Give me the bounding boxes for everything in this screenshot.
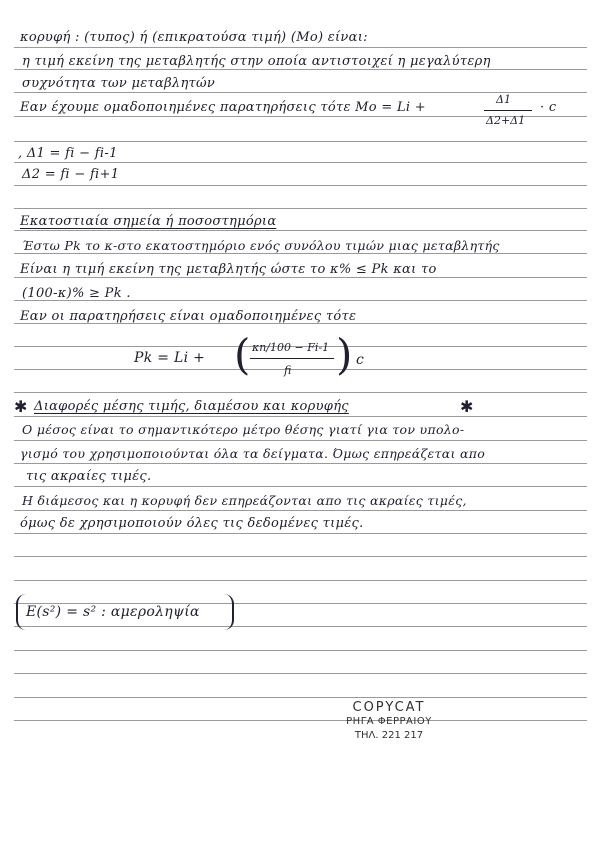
rule-line <box>14 47 587 48</box>
mode-definition-line: κορυφή : (τυπος) ή (επικρατούσα τιμή) (Mo) είναι: <box>20 30 368 45</box>
stamp-phone: ΤΗΛ. 221 217 <box>354 730 424 741</box>
fraction-bar <box>484 110 532 111</box>
differences-text-line: όμως δε χρησιμοποιούν όλες τις δεδομένες τιμές. <box>20 516 364 531</box>
rule-line <box>14 162 587 163</box>
percentile-formula-lhs: Pk = Li + <box>134 350 206 366</box>
differences-text-line: Ο μέσος είναι το σημαντικότερο μέτρο θέσης γιατί για τον υπολο- <box>22 422 465 437</box>
rule-line <box>14 208 587 209</box>
mode-fraction-denominator: Δ2+Δ1 <box>486 114 526 127</box>
percentile-text-line: Είναι η τιμή εκείνη της μεταβλητής ώστε το κ% ≤ Pk και το <box>20 262 437 277</box>
rule-line <box>14 230 587 231</box>
differences-heading: Διαφορές μέσης τιμής, διαμέσου και κορυφής <box>34 399 349 414</box>
rule-line <box>14 533 587 534</box>
rule-line <box>14 650 587 651</box>
rule-line <box>14 510 587 511</box>
rule-line <box>14 556 587 557</box>
rule-line <box>14 416 587 417</box>
fraction-bar <box>250 358 334 359</box>
rule-line <box>14 697 587 698</box>
differences-text-line: γισμό του χρησιμοποιούνται όλα τα δείγματα. Όμως επηρεάζεται απο <box>20 446 486 461</box>
rule-line <box>14 141 587 142</box>
delta1-definition: , Δ1 = fi − fi-1 <box>18 146 118 161</box>
rule-line <box>14 673 587 674</box>
stamp-name: COPYCAT <box>352 700 426 715</box>
rule-line <box>14 486 587 487</box>
rule-line <box>14 253 587 254</box>
percentile-grouped-line: Εαν οι παρατηρήσεις είναι ομαδοποιημένες τότε <box>20 309 357 324</box>
percentile-formula-c: c <box>356 352 365 368</box>
mode-text-line: η τιμή εκείνη της μεταβλητής στην οποία αντιστοιχεί η μεγαλύτερη <box>22 54 491 69</box>
rule-line <box>14 69 587 70</box>
rule-line <box>14 392 587 393</box>
unbiasedness-formula: E(s²) = s² : αμεροληψία <box>26 604 200 620</box>
mode-factor-c: · c <box>540 100 557 115</box>
star-mark: ✱ <box>460 397 474 416</box>
stamp-address: ΡΗΓΑ ΦΕΡΡΑΙΟΥ <box>346 716 432 727</box>
mode-text-line: συχνότητα των μεταβλητών <box>22 76 216 91</box>
rule-line <box>14 440 587 441</box>
rule-line <box>14 463 587 464</box>
rule-line <box>14 369 587 370</box>
percentiles-heading: Εκατοστιαία σημεία ή ποσοστημόρια <box>20 214 277 229</box>
delta2-definition: Δ2 = fi − fi+1 <box>22 167 120 182</box>
differences-text-line: Η διάμεσος και η κορυφή δεν επηρεάζονται απο τις ακραίες τιμές, <box>22 493 467 508</box>
rule-line <box>14 720 587 721</box>
percentile-text-line: Έστω Pk το κ-στο εκατοστημόριο ενός συνόλου τιμών μιας μεταβλητής <box>22 238 500 253</box>
mode-grouped-line: Εαν έχουμε ομαδοποιημένες παρατηρήσεις τότε Mo = Li + <box>20 100 426 115</box>
mode-fraction-numerator: Δ1 <box>496 93 511 106</box>
percentile-formula-denominator: fi <box>284 364 292 377</box>
formula-open-paren: ( <box>234 330 251 379</box>
percentile-formula-numerator: κn/100 − Fi-1 <box>252 341 330 354</box>
star-mark: ✱ <box>14 397 28 416</box>
rule-line <box>14 580 587 581</box>
formula-close-paren: ) <box>336 330 353 379</box>
rule-line <box>14 277 587 278</box>
percentile-text-line: (100-κ)% ≥ Pk . <box>22 286 131 301</box>
differences-text-line: τις ακραίες τιμές. <box>26 469 152 484</box>
rule-line <box>14 185 587 186</box>
